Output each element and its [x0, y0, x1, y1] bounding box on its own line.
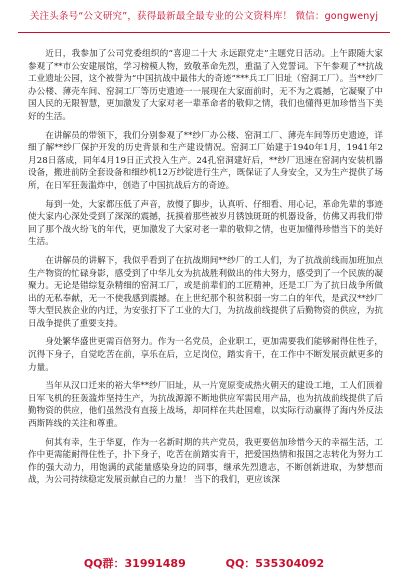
- paragraph: 在讲解员的讲解下，我似乎看到了在抗战期间**纱厂的工人们，为了抗战前线而加班加点生产物资的忙碌身影，感受到了中华儿女为抗战胜利做出的伟大努力，感受到了一个民族的凝聚力。无论是错综复杂精细的窑洞工厂，或是前辈们的工匠精神，还是工厂为了抗日战争所做出的无私奉献，无一不使我感到震撼。在上世纪那个积贫积弱一穷二白的年代，是武汉**纱厂等大型民族企业的内迁，为安张打下了工业的大门，为抗战前线提供了后勤物资的供应，为抗日战争提供了重要支持。: [28, 255, 383, 329]
- paragraph: 当年从汉口迁来的裕大华**纱厂旧址，从一片宽原变成热火朝天的建设工地，工人们顶着日军飞机的狂轰滥炸坚持生产，为抗战源源不断地供应军需民用产品，也为抗战前线提供了后勤物资的供应，他们虽然没有直接上战场，却同样在共赴国难，以实际行动赢得了海内外反法西斯阵线的关注和尊重。: [28, 381, 383, 430]
- paragraph: 在讲解员的带领下，我们分别参观了**纱厂办公楼、窑洞工厂、薄壳车间等历史遗迹，详细了解**纱厂保护开发的历史背景和生产建设情况。窑洞工厂始建于1940年1月，1941年2月28日落成，同年4月19日正式投入生产。24孔窑洞建好后，**纱厂迅速在窑洞内安装机器设备，搬进前防全套设备和细纱机12万纱锭进行生产，既保证了人身安全，又为生产提供了场所，在日军狂轰滥炸中，创造了中国抗战后方的奇迹。: [28, 130, 383, 191]
- paragraph: 近日，我参加了公司党委组织的“喜迎二十大 永远跟党走”主题党日活动。上午跟随大家参观了**市公安建展馆，学习榜模人物，致敬革命先烈，重温了入党誓词。下午参观了**抗战工业遗址公园，这个被誉为“中国抗战中最伟大的奇迹”***兵工厂旧址（窑洞工厂）。当**纱厂办公楼、薄壳车间、窑洞工厂等历史遗迹一一展现在大家面前时，无不为之震撼，它凝聚了中国人民的无限智慧，更加激发了大家对老一辈革命者的敬仰之情，我们也懂得更加珍惜当下美好的生活。: [28, 49, 383, 122]
- document-body: [28, 48, 383, 493]
- footer: [0, 555, 408, 571]
- header-divider: [18, 32, 390, 33]
- qq-label: QQ：535304092: [225, 557, 325, 570]
- paragraph: 何其有幸，生于华夏，作为一名新时期的共产党员，我更要倍加珍惜今天的幸福生活，工作中更需能耐得住性子，扑下身子，吃苦在前踏实肯干，把爱国热情和报国之志转化为努力工作的强大动力，用饱满的武能量感染身边的同事，继承先烈遗志，不断创新进取，为梦想而战，为公司持续稳定发展贡献自己的力量！ 当下的我们，更应该深: [28, 437, 383, 486]
- qq-group-label: QQ群：31991489: [83, 557, 186, 570]
- paragraph: 身处繁华盛世更需百倍努力。作为一名党员，企业职工，更加需要我们能够耐得住性子，沉得下身子，自觉吃苦在前，享乐在后，立足岗位，踏实肯干，在工作中不断发展贡献更多的力量。: [28, 337, 383, 373]
- paragraph: 每到一处，大家都压低了声音，放慢了脚步，认真听、仔细看、用心记，革命先辈的事迹使大家内心深处受到了深深的震撼，抚摸着那些被岁月锈蚀斑斑的机器设备，仿佛又再我们带回了那个战火纷飞的年代，更加激发了大家对老一辈的敬仰之情，也更加懂得珍惜当下的美好生活。: [28, 199, 383, 248]
- header-banner: 关注头条号“公文研究”，获得最新最全最专业的公文资料库！ 微信：gongwenyj: [29, 11, 379, 22]
